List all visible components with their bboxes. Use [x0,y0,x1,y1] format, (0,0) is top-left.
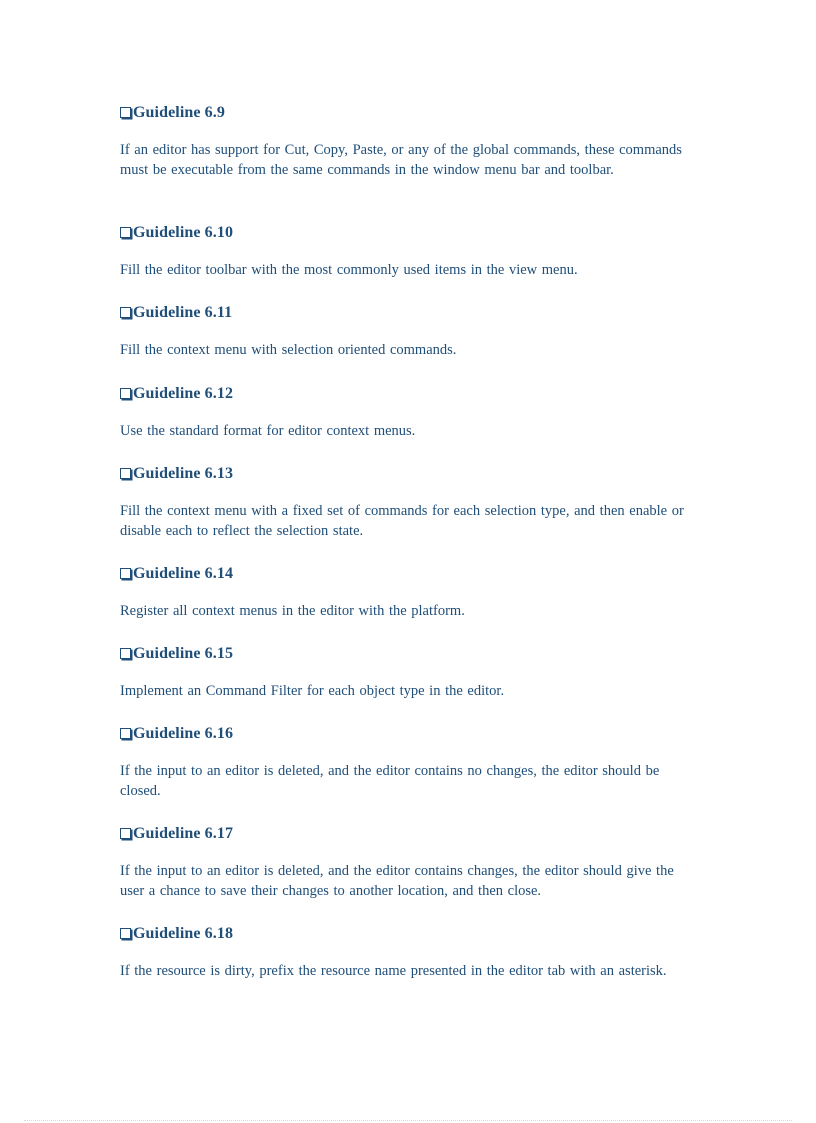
guideline-text: Register all context menus in the editor with the platform. [120,603,465,619]
guideline-title: Guideline 6.13 [133,465,234,482]
guideline-title: Guideline 6.15 [133,645,234,662]
guideline-6-10 [120,220,700,280]
guideline-heading [120,381,700,407]
checkbox-bullet-icon [120,107,131,118]
guideline-6-18 [120,921,700,981]
guideline-heading [120,721,700,747]
checkbox-bullet-icon [120,728,131,739]
guideline-6-15 [120,641,700,701]
guideline-text: Use the standard format for editor context menus. [120,423,416,439]
guideline-heading [120,921,700,947]
guideline-title: Guideline 6.17 [133,825,234,842]
guideline-heading [120,561,700,587]
guideline-heading [120,461,700,487]
guideline-text: If the input to an editor is deleted, and the editor contains no changes, the editor should be closed. [120,763,660,799]
guideline-text: If the resource is dirty, prefix the resource name presented in the editor tab with an asterisk. [120,963,667,979]
guideline-heading [120,641,700,667]
checkbox-bullet-icon [120,388,131,399]
guideline-title: Guideline 6.18 [133,925,234,942]
guideline-6-9 [120,100,700,180]
checkbox-bullet-icon [120,928,131,939]
checkbox-bullet-icon [120,227,131,238]
guideline-title: Guideline 6.16 [133,725,234,742]
checkbox-bullet-icon [120,468,131,479]
checkbox-bullet-icon [120,568,131,579]
page-bottom-divider [24,1120,792,1121]
guideline-title: Guideline 6.9 [133,104,225,121]
guideline-6-17 [120,821,700,901]
checkbox-bullet-icon [120,828,131,839]
guideline-text: Fill the context menu with selection oriented commands. [120,342,457,358]
checkbox-bullet-icon [120,307,131,318]
guideline-6-14 [120,561,700,621]
guideline-text: Fill the context menu with a fixed set of commands for each selection type, and then enable or disable each to reflect the selection state. [120,503,684,539]
guideline-6-13 [120,461,700,541]
guideline-title: Guideline 6.14 [133,565,234,582]
guideline-heading [120,821,700,847]
guideline-title: Guideline 6.10 [133,224,234,241]
guideline-6-12 [120,381,700,441]
guideline-6-16 [120,721,700,801]
guideline-title: Guideline 6.11 [133,304,233,321]
checkbox-bullet-icon [120,648,131,659]
guideline-text: Fill the editor toolbar with the most commonly used items in the view menu. [120,262,578,278]
guideline-6-11 [120,300,700,360]
guideline-heading [120,300,700,326]
guideline-title: Guideline 6.12 [133,385,234,402]
guideline-text: Implement an Command Filter for each object type in the editor. [120,683,505,699]
guideline-text: If the input to an editor is deleted, and the editor contains changes, the editor should give the user a chance to save their changes to another location, and then close. [120,863,674,899]
guideline-heading [120,100,700,126]
guideline-text: If an editor has support for Cut, Copy, Paste, or any of the global commands, these commands must be executable from the same commands in the window menu bar and toolbar. [120,142,682,178]
guideline-heading [120,220,700,246]
